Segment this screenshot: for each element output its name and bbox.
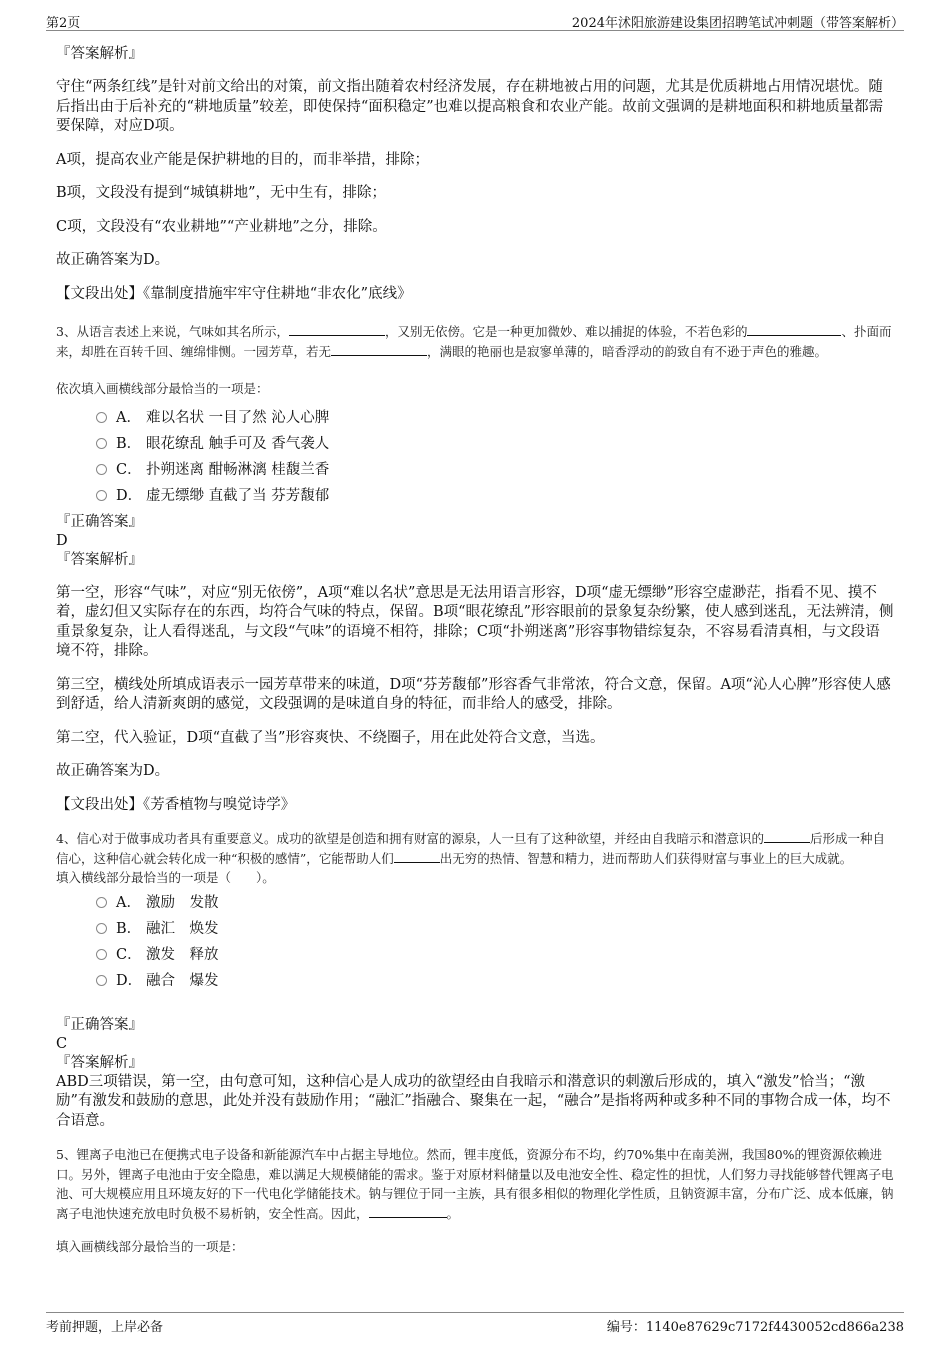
option-c[interactable]: C． 扑朔迷离 酣畅淋漓 桂馥兰香 xyxy=(96,457,894,483)
q2-analysis-para: A项，提高农业产能是保护耕地的目的，而非举措，排除； xyxy=(56,151,429,168)
q3-conclusion: 故正确答案为D。 xyxy=(56,763,170,779)
footer-slogan: 考前押题，上岸必备 xyxy=(46,1320,164,1335)
analysis-tag: 『答案解析』 xyxy=(56,1054,143,1071)
q2-analysis-para: C项，文段没有“农业耕地”“产业耕地”之分，排除。 xyxy=(56,218,387,235)
radio-button[interactable] xyxy=(96,412,107,423)
page-footer xyxy=(46,1312,904,1335)
q3-analysis-para: 第一空，形容“气味”，对应“别无依傍”，A项“难以名状”意思是无法用语言形容，D项“虚无缥缈”形容空虚渺茫，指看不见、摸不着，虚幻但又实际存在的东西，均符合气味的特点，保留。B项“眼花缭乱”形容眼前的景象复杂纷繁，使人感到迷乱，无法辨清，侧重景象复杂，让人看得迷乱，与文段“气味”的语境不相符，排除；C项“扑朔迷离”形容事物错综复杂，不容易看清真相，与文段语境不符，排除。 xyxy=(56,584,894,659)
q4-stem: 4、信心对于做事成功者具有重要意义。成功的欲望是创造和拥有财富的源泉，人一旦有了这种欲望，并经由自我暗示和潜意识的 后形成一种自信心，这种信心就会转化成一种“积极的感情”，它能帮助人们 出无穷的热情、智慧和精力，进而帮助人们获得财富与事业上的巨大成就。 xyxy=(56,831,885,866)
q5-stem: 5、锂离子电池已在便携式电子设备和新能源汽车中占据主导地位。然而，锂丰度低，资源分布不均，约70%集中在南美洲，我国80%的锂资源依赖进口。另外，锂离子电池由于安全隐患，难以满足大规模储能的需求。鉴于对原材料储量以及电池安全性、稳定性的担忧，人们努力寻找能够替代锂离子电池、可大规模应用且环境友好的下一代电化学储能技术。钠与锂位于同一主族，具有很多相似的物理化学性质，且钠资源丰富，分布广泛、成本低廉，钠离子电池快速充放电时负极不易析钠，安全性高。因此， 。 xyxy=(56,1147,894,1221)
option-a[interactable]: A． 难以名状 一目了然 沁人心脾 xyxy=(96,405,894,431)
q3-options xyxy=(56,405,894,509)
correct-answer-tag: 『正确答案』 xyxy=(56,513,143,530)
q2-source: 【文段出处】《靠制度措施牢牢守住耕地“非农化”底线》 xyxy=(56,285,412,302)
q3-stem: 3、从语言表述上来说，气味如其名所示， ，又别无依傍。它是一种更加微妙、难以捕捉的体验，不若色彩的 、扑面而来，却胜在百转千回、缠绵悱恻。一园芳草，若无 ，满眼的艳丽也是寂寥单薄的，暗香浮动的韵致自有不逊于声色的雅趣。 xyxy=(56,324,892,359)
option-a[interactable]: A． 激励 发散 xyxy=(96,890,894,916)
q4-analysis-para: ABD三项错误，第一空，由句意可知，这种信心是人成功的欲望经由自我暗示和潜意识的刺激后形成的，填入“激发”恰当；“激励”有激发和鼓励的意思，此处并没有鼓励作用；“融汇”指融合、聚集在一起，“融合”是指将两种或多种不同的事物合成一体，均不合语意。 xyxy=(56,1073,891,1129)
analysis-tag: 『答案解析』 xyxy=(56,551,143,568)
radio-button[interactable] xyxy=(96,438,107,449)
q4-prompt: 填入横线部分最恰当的一项是（ ）。 xyxy=(56,870,275,885)
q4-options xyxy=(56,890,894,994)
q3-source: 【文段出处】《芳香植物与嗅觉诗学》 xyxy=(56,796,296,813)
radio-button[interactable] xyxy=(96,897,107,908)
option-b[interactable]: B． 眼花缭乱 触手可及 香气袭人 xyxy=(96,431,894,457)
radio-button[interactable] xyxy=(96,490,107,501)
radio-button[interactable] xyxy=(96,464,107,475)
correct-answer-tag: 『正确答案』 xyxy=(56,1016,143,1033)
q2-analysis-para: B项，文段没有提到“城镇耕地”，无中生有，排除； xyxy=(56,185,386,201)
radio-button[interactable] xyxy=(96,975,107,986)
correct-answer: C xyxy=(56,1035,68,1052)
radio-button[interactable] xyxy=(96,923,107,934)
page-number: 第2页 xyxy=(46,16,81,31)
q3-prompt: 依次填入画横线部分最恰当的一项是： xyxy=(56,381,269,396)
q3-analysis-para: 第三空，横线处所填成语表示一园芳草带来的味道，D项“芬芳馥郁”形容香气非常浓，符合文意，保留。A项“沁人心脾”形容使人感到舒适，给人清新爽朗的感觉，文段强调的是味道自身的特征，而非给人的感受，排除。 xyxy=(56,676,891,712)
page-content xyxy=(56,44,894,1257)
option-c[interactable]: C． 激发 释放 xyxy=(96,942,894,968)
option-d[interactable]: D． 融合 爆发 xyxy=(96,968,894,994)
option-b[interactable]: B． 融汇 焕发 xyxy=(96,916,894,942)
document-id: 编号：1140e87629c7172f4430052cd866a238 xyxy=(606,1320,904,1335)
document-title: 2024年沭阳旅游建设集团招聘笔试冲刺题（带答案解析） xyxy=(571,16,904,31)
q3-analysis-para: 第二空，代入验证，D项“直截了当”形容爽快、不绕圈子，用在此处符合文意，当选。 xyxy=(56,729,605,746)
option-d[interactable]: D． 虚无缥缈 直截了当 芬芳馥郁 xyxy=(96,483,894,509)
analysis-tag: 『答案解析』 xyxy=(56,46,143,62)
radio-button[interactable] xyxy=(96,949,107,960)
q2-analysis-para: 守住“两条红线”是针对前文给出的对策，前文指出随着农村经济发展，存在耕地被占用的问题，尤其是优质耕地占用情况堪忧。随后指出由于后补充的“耕地质量”较差，即使保持“面积稳定”也难以提高粮食和农业产能。故前文强调的是耕地面积和耕地质量都需要保障，对应D项。 xyxy=(56,79,884,134)
page-header xyxy=(46,8,904,31)
correct-answer: D xyxy=(56,532,68,549)
q5-prompt: 填入画横线部分最恰当的一项是： xyxy=(56,1239,244,1254)
q2-conclusion: 故正确答案为D。 xyxy=(56,252,170,268)
